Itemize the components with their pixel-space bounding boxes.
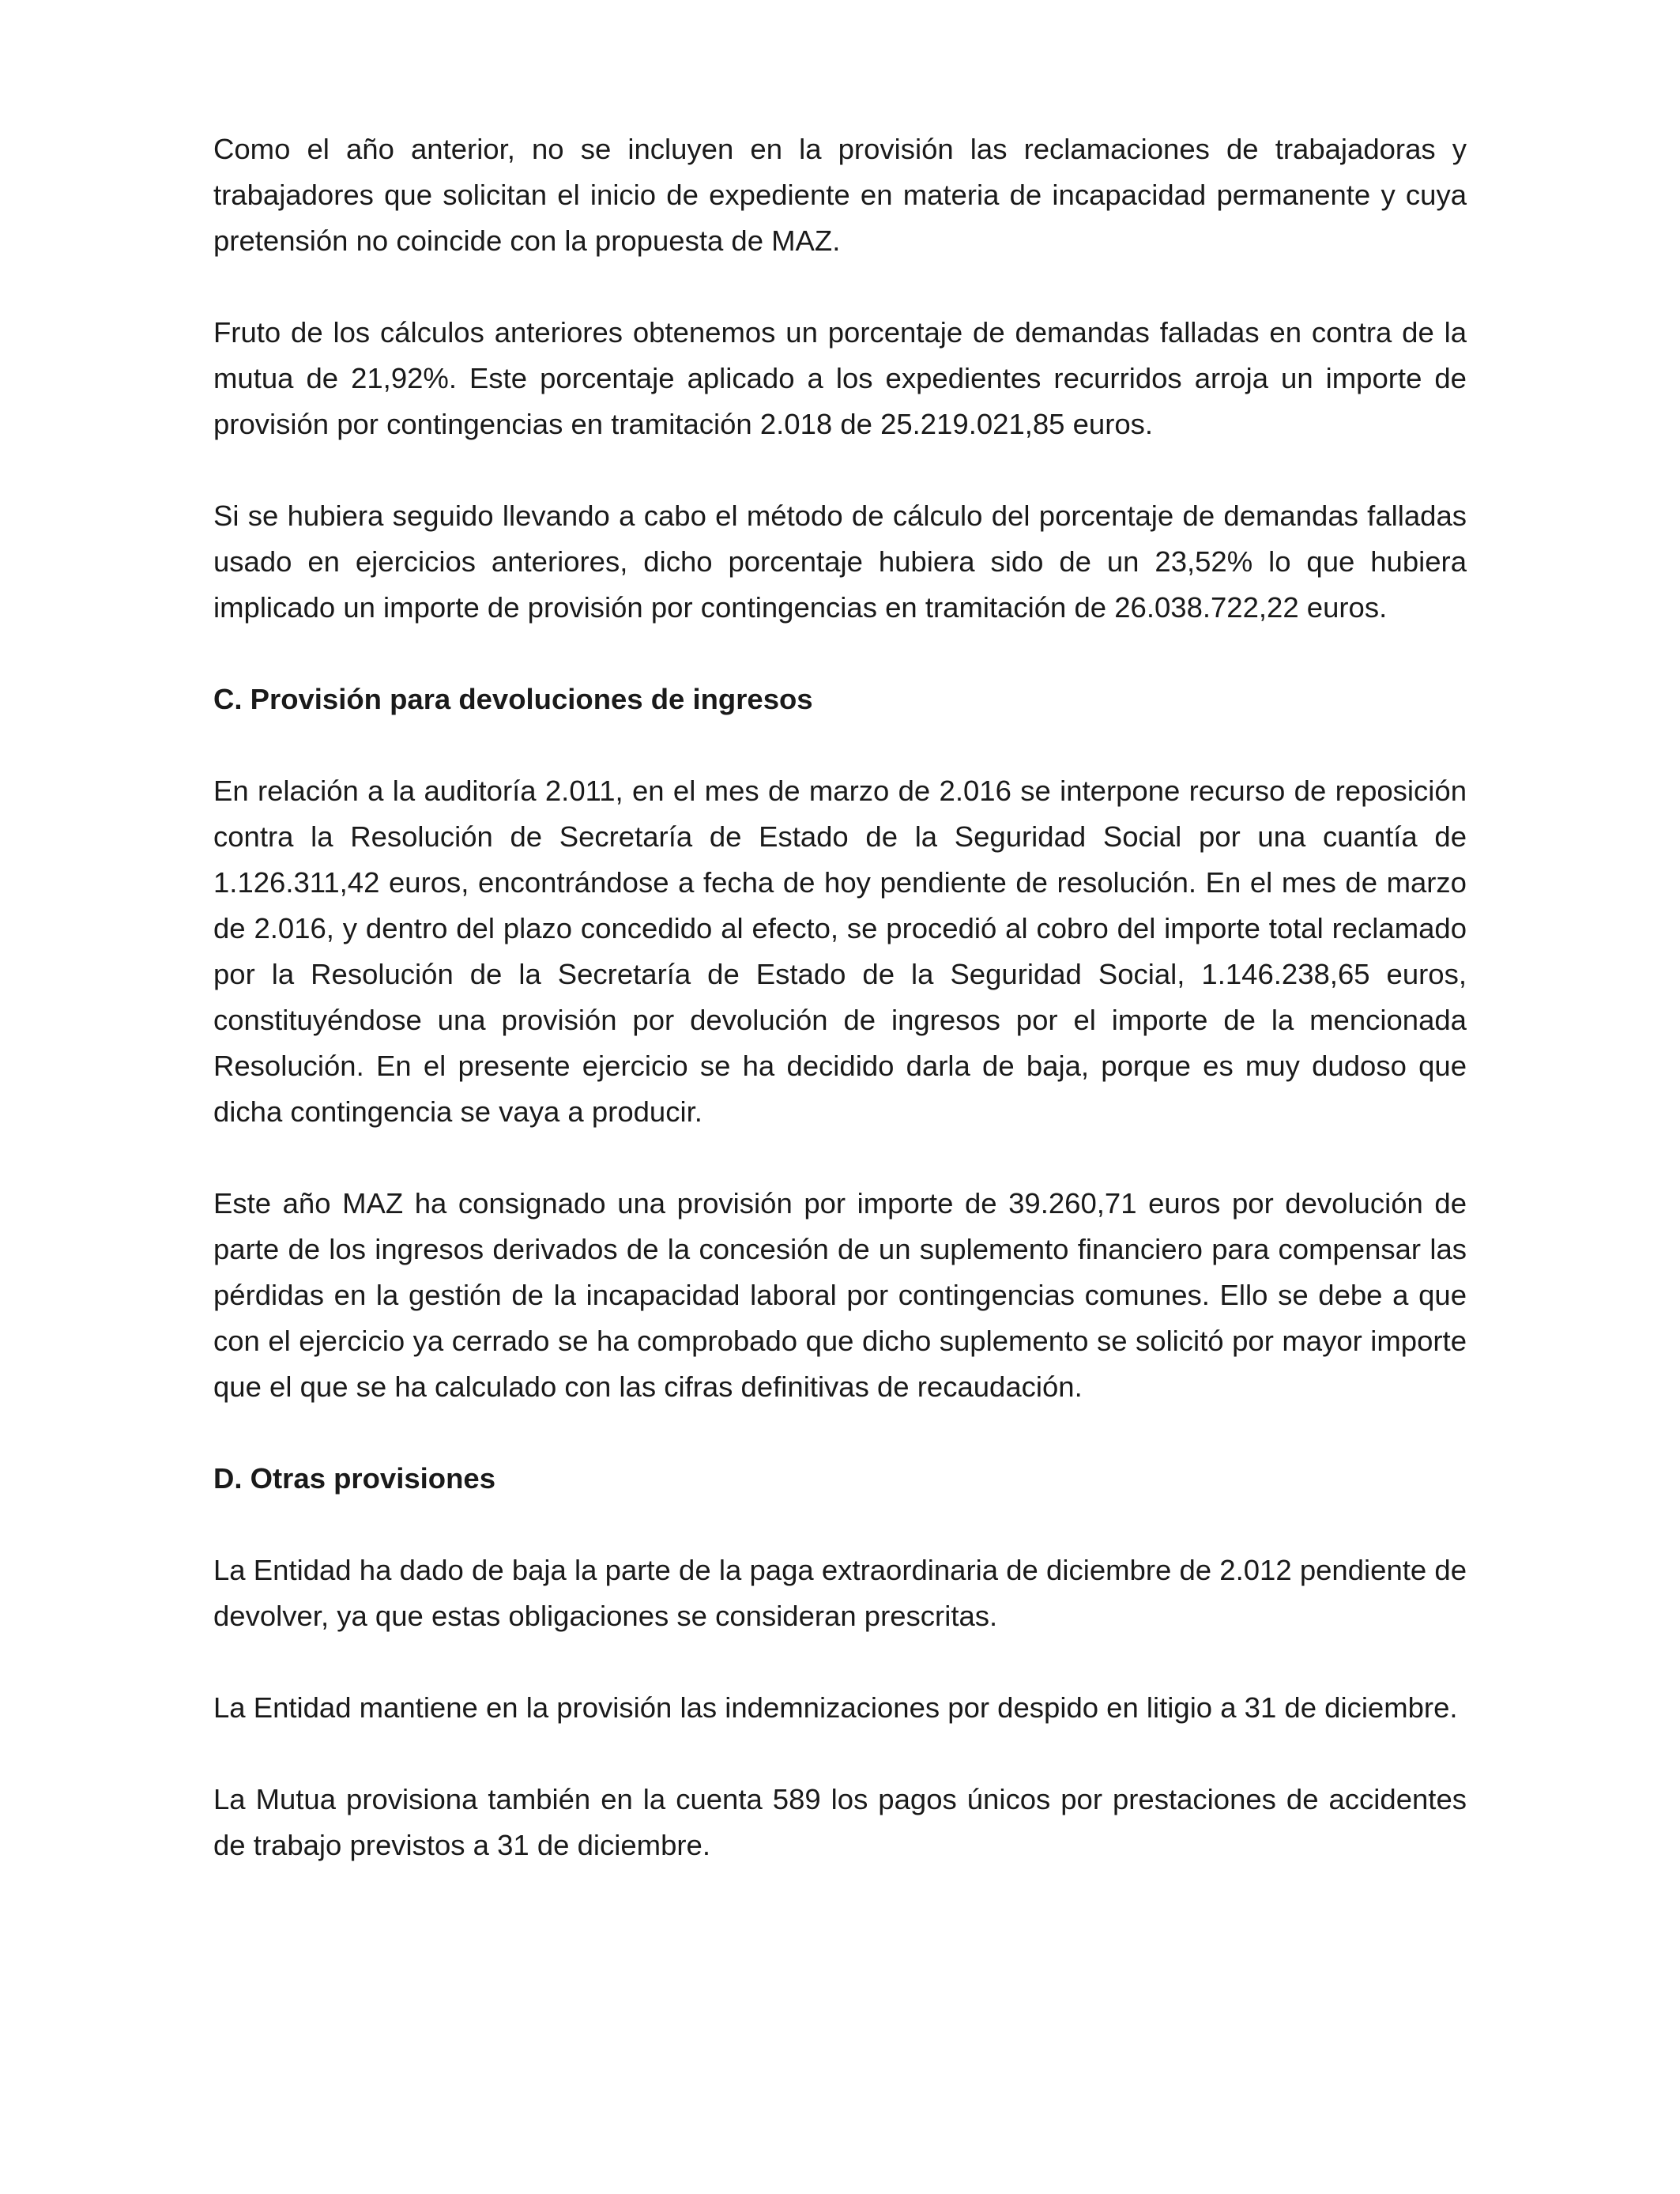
section-heading-d: D. Otras provisiones (213, 1462, 495, 1495)
paragraph-audit-2011: En relación a la auditoría 2.011, en el mes de marzo de 2.016 se interpone recurso de reposición contra la Resolución de Secretaría de Estado de la Seguridad Social por una cuantía de 1.126.311,42 euros, encontrándose a fecha de hoy pendiente de resolución. En el mes de marzo de 2.016, y dentro del plazo concedido al efecto, se procedió al cobro del importe total reclamado por la Resolución de la Secretaría de Estado de la Seguridad Social, 1.146.238,65 euros, constituyéndose una provisión por devolución de ingresos por el importe de la mencionada Resolución. En el presente ejercicio se ha decidido darla de baja, porque es muy dudoso que dicha contingencia se vaya a producir. (213, 775, 1467, 1128)
paragraph-account-589: La Mutua provisiona también en la cuenta 589 los pagos únicos por prestaciones de accidentes de trabajo previstos a 31 de diciembre. (213, 1783, 1467, 1861)
paragraph-extra-pay: La Entidad ha dado de baja la parte de la paga extraordinaria de diciembre de 2.012 pendiente de devolver, ya que estas obligaciones se consideran prescritas. (213, 1554, 1467, 1632)
paragraph-previous-method: Si se hubiera seguido llevando a cabo el método de cálculo del porcentaje de demandas falladas usado en ejercicios anteriores, dicho porcentaje hubiera sido de un 23,52% lo que hubiera implicado un importe de provisión por contingencias en tramitación de 26.038.722,22 euros. (213, 499, 1467, 624)
paragraph-calculation-result: Fruto de los cálculos anteriores obtenemos un porcentaje de demandas falladas en contra de la mutua de 21,92%. Este porcentaje aplicado a los expedientes recurridos arroja un importe de provisión por contingencias en tramitación 2.018 de 25.219.021,85 euros. (213, 316, 1467, 440)
paragraph-maz-provision: Este año MAZ ha consignado una provisión por importe de 39.260,71 euros por devolución de parte de los ingresos derivados de la concesión de un suplemento financiero para compensar las pérdidas en la gestión de la incapacidad laboral por contingencias comunes. Ello se debe a que con el ejercicio ya cerrado se ha comprobado que dicho suplemento se solicitó por mayor importe que el que se ha calculado con las cifras definitivas de recaudación. (213, 1187, 1467, 1403)
section-heading-c: C. Provisión para devoluciones de ingresos (213, 683, 813, 715)
paragraph-dismissal-indemnities: La Entidad mantiene en la provisión las indemnizaciones por despido en litigio a 31 de diciembre. (213, 1691, 1458, 1724)
document-body (213, 126, 1467, 1868)
paragraph-exclusions: Como el año anterior, no se incluyen en la provisión las reclamaciones de trabajadoras y trabajadores que solicitan el inicio de expediente en materia de incapacidad permanente y cuya pretensión no coincide con la propuesta de MAZ. (213, 133, 1467, 257)
